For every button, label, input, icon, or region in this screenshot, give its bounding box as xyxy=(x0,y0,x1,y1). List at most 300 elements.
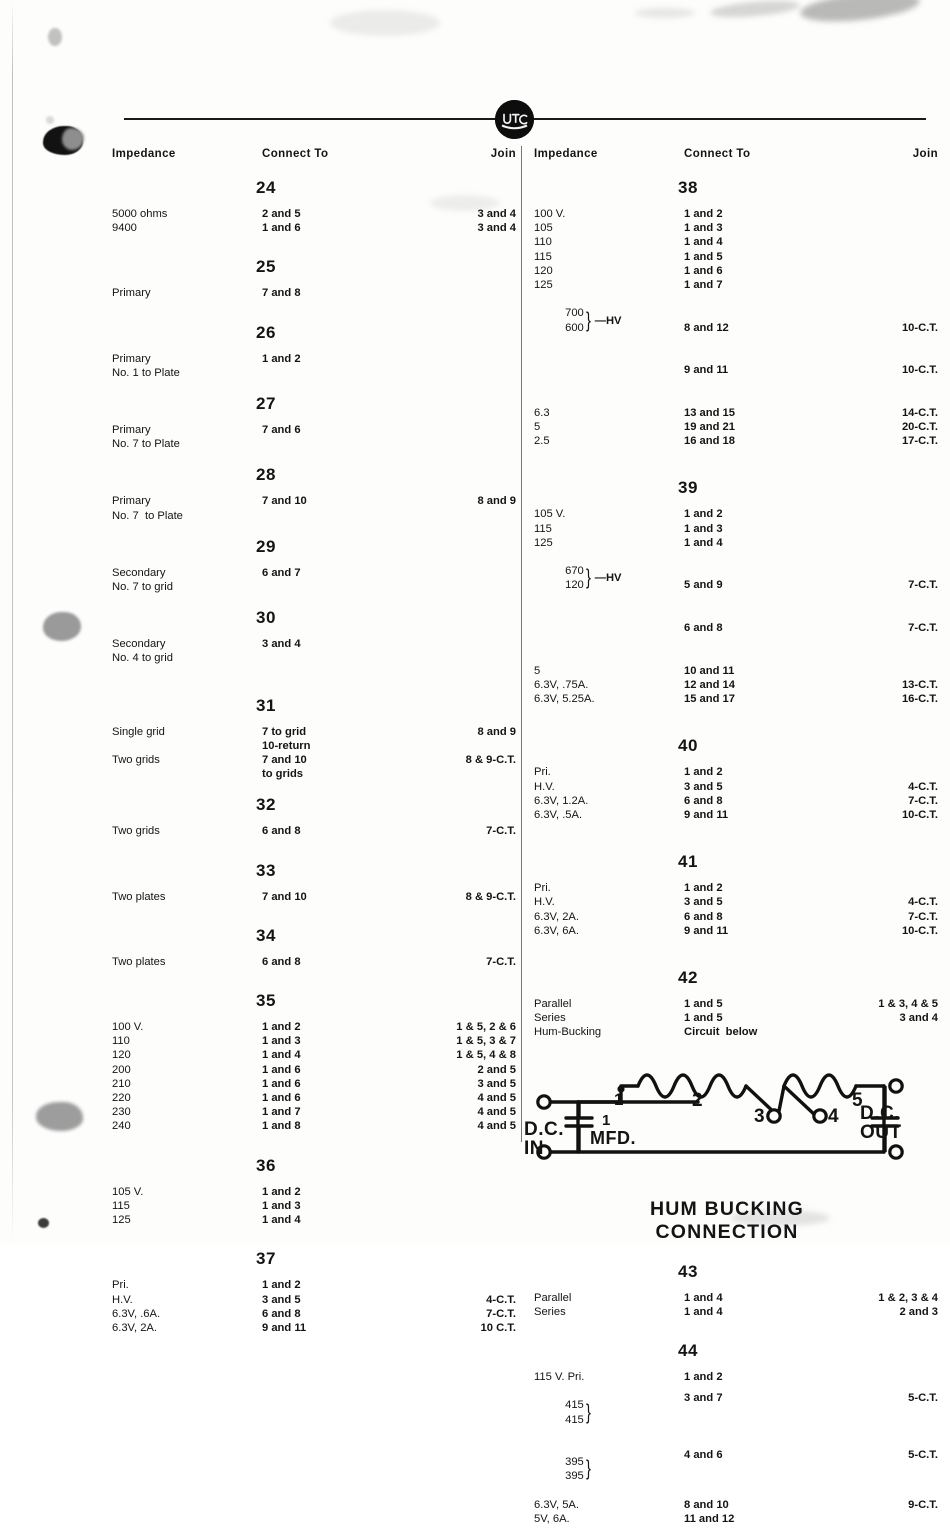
table-row xyxy=(112,352,516,366)
table-row xyxy=(534,895,938,909)
cell-connect-to: to grids xyxy=(262,768,304,781)
section-37 xyxy=(112,1249,516,1335)
cell-connect-to: 1 and 5 xyxy=(684,997,723,1010)
table-row xyxy=(534,1512,938,1526)
table-row xyxy=(112,725,516,739)
cell-connect-to: 1 and 2 xyxy=(684,208,723,220)
cell-join xyxy=(832,881,938,895)
cell-join: 2 and 5 xyxy=(477,1063,516,1076)
cell-join xyxy=(832,664,938,678)
table-row xyxy=(112,366,516,380)
cell-join: 7-C.T. xyxy=(908,794,938,807)
table-row xyxy=(534,1370,938,1384)
cell-impedance: Two plates xyxy=(112,955,166,968)
cell-connect-to-group xyxy=(684,292,832,406)
table-row xyxy=(534,1384,938,1441)
cell-impedance: 120 xyxy=(534,264,553,277)
cell-join: 13-C.T. xyxy=(901,678,938,691)
table-row xyxy=(534,264,938,278)
table-row xyxy=(112,1105,516,1119)
scan-smudge xyxy=(330,10,440,36)
label-dc-out-2: OUT xyxy=(860,1121,902,1143)
cell-join xyxy=(832,1025,938,1039)
table-row xyxy=(112,1293,516,1307)
cell-impedance: Pri. xyxy=(112,1279,129,1292)
cell-connect-to xyxy=(262,651,410,665)
cell-join: 2 and 3 xyxy=(899,1305,938,1318)
cell-join xyxy=(410,1278,516,1292)
cell-connect-to: 8 and 10 xyxy=(684,1498,729,1511)
scan-smudge xyxy=(48,28,62,46)
section-44 xyxy=(534,1341,938,1526)
section-38 xyxy=(534,178,938,448)
cell-impedance: Series xyxy=(534,1012,566,1025)
cell-connect-to: 1 and 7 xyxy=(262,1106,301,1119)
section-number: 39 xyxy=(678,478,698,498)
cell-connect-to: 1 and 3 xyxy=(262,1035,301,1048)
table-row xyxy=(534,250,938,264)
cell-connect-to: 6 and 8 xyxy=(262,955,301,968)
cell-connect-to: Circuit below xyxy=(684,1026,758,1039)
section-number: 35 xyxy=(256,991,276,1011)
cell-join: 7-C.T. xyxy=(486,955,516,968)
circuit-caption-line1: HUM BUCKING xyxy=(649,1197,805,1220)
cell-connect-to: 10 and 11 xyxy=(684,664,735,677)
cell-join: 1 & 2, 3 & 4 xyxy=(878,1291,938,1304)
label-dc-in: D.C. xyxy=(524,1118,564,1140)
table-row xyxy=(112,1199,516,1213)
cell-impedance: 9400 xyxy=(112,222,137,235)
cell-join xyxy=(832,536,938,550)
label-dc-in-2: IN xyxy=(524,1137,544,1159)
section-34 xyxy=(112,926,516,969)
table-row xyxy=(534,1305,938,1319)
section-31 xyxy=(112,696,516,782)
cell-impedance: 6.3V, .5A. xyxy=(534,808,583,821)
cell-join xyxy=(410,286,516,300)
cell-connect-to: 1 and 7 xyxy=(684,279,723,292)
section-29 xyxy=(112,537,516,594)
column-divider xyxy=(521,146,522,1142)
cell-connect-to: 1 and 2 xyxy=(684,766,723,779)
section-number: 34 xyxy=(256,925,276,945)
section-number: 25 xyxy=(256,257,276,277)
table-row xyxy=(534,664,938,678)
cell-impedance: Two grids xyxy=(112,825,160,838)
cell-connect-to: 1 and 5 xyxy=(684,1012,723,1025)
cell-join: 3 and 4 xyxy=(477,208,516,220)
binder-hole-mark xyxy=(43,126,83,155)
cell-impedance: Series xyxy=(534,1305,566,1318)
table-row xyxy=(112,767,516,781)
cell-impedance: 240 xyxy=(112,1120,131,1133)
cell-connect-to: 7 and 8 xyxy=(262,287,301,300)
table-row xyxy=(112,739,516,753)
cell-impedance: 200 xyxy=(112,1063,131,1076)
cell-impedance: Primary xyxy=(112,495,151,508)
terminal-label-1: 1 xyxy=(614,1089,624,1109)
cell-impedance: 6.3V, 2A. xyxy=(534,910,579,923)
cell-connect-to: 3 and 5 xyxy=(684,896,723,909)
cell-join: 10-C.T. xyxy=(901,321,938,334)
cell-impedance: No. 7 to Plate xyxy=(112,509,183,522)
cell-connect-to: 3 and 5 xyxy=(262,1293,301,1306)
cell-join: 8 and 9 xyxy=(477,495,516,508)
cell-connect-to: 6 and 8 xyxy=(684,794,723,807)
cell-connect-to: 7 and 10 xyxy=(262,495,307,508)
scan-smudge xyxy=(799,0,921,26)
table-row xyxy=(112,1307,516,1321)
table-row xyxy=(534,692,938,706)
cell-impedance: Parallel xyxy=(534,997,572,1010)
cell-impedance: Two plates xyxy=(112,890,166,903)
cell-connect-to: 7 and 6 xyxy=(262,424,301,437)
cell-join: 8 & 9-C.T. xyxy=(465,890,516,903)
table-row xyxy=(534,550,938,664)
table-row xyxy=(112,637,516,651)
cell-impedance: 120 xyxy=(565,579,584,592)
cell-join xyxy=(410,637,516,651)
column-header-left xyxy=(112,148,516,160)
cell-join xyxy=(832,1512,938,1526)
section-number: 40 xyxy=(678,736,698,756)
section-27 xyxy=(112,394,516,451)
cell-join xyxy=(410,437,516,451)
cell-connect-to: 1 and 2 xyxy=(262,1279,301,1292)
cell-impedance: 110 xyxy=(534,236,552,249)
cell-connect-to: 6 and 7 xyxy=(262,566,301,579)
section-43 xyxy=(534,1262,938,1319)
cell-join: 14-C.T. xyxy=(901,406,938,419)
section-33 xyxy=(112,861,516,904)
table-row xyxy=(112,494,516,508)
cell-join: 8 and 9 xyxy=(477,725,516,738)
table-row xyxy=(112,437,516,451)
cell-join: 7-C.T. xyxy=(486,1307,516,1320)
cell-connect-to: 1 and 2 xyxy=(262,352,301,365)
cell-impedance: 670 xyxy=(565,565,584,578)
cell-impedance: 395 xyxy=(565,1456,584,1469)
cell-impedance: 6.3V, 6A. xyxy=(534,924,579,937)
cell-join: 4 and 5 xyxy=(477,1120,516,1133)
scan-smudge xyxy=(635,8,695,18)
cell-impedance: 125 xyxy=(112,1214,131,1227)
cell-join xyxy=(832,1370,938,1384)
cell-connect-to: 5 and 9 xyxy=(684,579,723,592)
cell-impedance: 6.3V, 2A. xyxy=(112,1321,157,1334)
header-connect-to: Connect To xyxy=(262,148,329,160)
table-row xyxy=(112,423,516,437)
section-30 xyxy=(112,608,516,665)
table-row xyxy=(534,522,938,536)
cell-connect-to: 1 and 6 xyxy=(262,222,301,235)
cell-join: 7-C.T. xyxy=(908,579,938,592)
cell-impedance: Two grids xyxy=(112,754,160,767)
cell-connect-to: 1 and 6 xyxy=(262,1063,301,1076)
section-number: 42 xyxy=(678,967,698,987)
cell-connect-to-group xyxy=(684,550,832,664)
utc-logo xyxy=(495,100,534,139)
binder-hole-mark xyxy=(36,1102,83,1131)
cell-join xyxy=(832,235,938,249)
cell-connect-to: 13 and 15 xyxy=(684,406,735,419)
cell-impedance: 5 xyxy=(534,664,541,677)
cell-connect-to: 1 and 2 xyxy=(684,882,723,895)
cell-impedance: 5V, 6A. xyxy=(534,1512,570,1525)
cell-join xyxy=(832,522,938,536)
cell-impedance: 220 xyxy=(112,1092,131,1105)
cell-join: 10-C.T. xyxy=(901,924,938,937)
cell-join: 20-C.T. xyxy=(901,421,938,434)
cell-impedance: 6.3V, .6A. xyxy=(112,1307,161,1320)
cell-impedance: 105 xyxy=(534,222,553,235)
cell-connect-to: 9 and 11 xyxy=(684,808,729,821)
cell-impedance: 6.3V, .75A. xyxy=(534,678,589,691)
cell-impedance: Pri. xyxy=(534,766,551,779)
cell-join: 7-C.T. xyxy=(908,622,938,635)
cell-impedance: No. 4 to grid xyxy=(112,652,173,665)
cell-join: 10-C.T. xyxy=(901,808,938,821)
cell-connect-to: 1 and 2 xyxy=(684,508,723,521)
table-row xyxy=(112,1278,516,1292)
cell-impedance: 115 xyxy=(534,522,552,535)
cell-impedance: 230 xyxy=(112,1106,131,1119)
cell-join xyxy=(410,509,516,523)
brace-icon: } xyxy=(585,1400,591,1424)
cell-impedance xyxy=(112,767,262,781)
cell-join xyxy=(832,250,938,264)
section-24 xyxy=(112,178,516,235)
cell-impedance: H.V. xyxy=(534,780,555,793)
cell-connect-to: 7 and 10 xyxy=(262,890,307,903)
brace-icon: } xyxy=(585,1457,591,1481)
cell-connect-to: 12 and 14 xyxy=(684,678,735,691)
table-row xyxy=(534,207,938,221)
cell-impedance: Pri. xyxy=(534,882,551,895)
cell-join: 4-C.T. xyxy=(486,1293,516,1306)
header-join: Join xyxy=(490,148,516,160)
cell-connect-to: 19 and 21 xyxy=(684,421,735,434)
cell-impedance: 395 xyxy=(565,1470,584,1483)
cell-impedance-braced xyxy=(534,292,684,406)
section-40 xyxy=(534,736,938,822)
cell-join-group xyxy=(832,292,938,406)
cell-join: 3 and 5 xyxy=(477,1077,516,1090)
table-row xyxy=(534,420,938,434)
cell-join: 1 & 5, 3 & 7 xyxy=(456,1035,516,1048)
cell-impedance: Secondary xyxy=(112,638,166,651)
scan-smudge xyxy=(46,116,54,124)
table-row xyxy=(112,753,516,767)
table-row xyxy=(534,924,938,938)
cell-connect-to: 9 and 11 xyxy=(262,1321,307,1334)
header-impedance: Impedance xyxy=(112,148,176,160)
cell-connect-to: 1 and 5 xyxy=(684,250,723,263)
cell-impedance-braced xyxy=(534,550,684,664)
brace-icon: } xyxy=(585,566,591,590)
cell-impedance: 6.3V, 5.25A. xyxy=(534,693,595,706)
cell-connect-to xyxy=(262,580,410,594)
cell-connect-to xyxy=(262,509,410,523)
cell-join: 9-C.T. xyxy=(908,1498,938,1511)
cell-connect-to: 1 and 4 xyxy=(684,1291,723,1304)
cell-connect-to: 1 and 6 xyxy=(262,1077,301,1090)
section-42 xyxy=(534,968,938,1040)
table-row xyxy=(112,1321,516,1335)
cell-connect-to: 1 and 2 xyxy=(262,1021,301,1034)
cell-connect-to: 6 and 8 xyxy=(262,1307,301,1320)
cell-connect-to: 1 and 3 xyxy=(684,522,723,535)
cell-join: 8 & 9-C.T. xyxy=(465,754,516,767)
cell-join: 5-C.T. xyxy=(908,1448,938,1461)
cell-impedance: H.V. xyxy=(112,1293,133,1306)
terminal-label-5: 5 xyxy=(852,1089,863,1111)
table-row xyxy=(534,278,938,292)
ink-speck xyxy=(38,1218,49,1228)
cell-connect-to: 1 and 4 xyxy=(262,1049,301,1062)
section-number: 26 xyxy=(256,322,276,342)
cell-impedance: No. 7 to grid xyxy=(112,581,173,594)
table-row xyxy=(112,286,516,300)
table-row xyxy=(534,1025,938,1039)
table-row xyxy=(112,890,516,904)
cell-impedance: 105 V. xyxy=(534,508,566,521)
table-row xyxy=(112,566,516,580)
cell-connect-to: 3 and 4 xyxy=(262,638,301,651)
table-row xyxy=(112,1185,516,1199)
cell-join xyxy=(832,207,938,221)
brace-label: —HV xyxy=(594,572,622,585)
table-row xyxy=(534,221,938,235)
brace-icon: } xyxy=(585,308,591,332)
cell-join xyxy=(410,366,516,380)
cell-connect-to: 4 and 6 xyxy=(684,1448,723,1461)
cell-impedance: 115 xyxy=(534,250,552,263)
table-row xyxy=(534,1498,938,1512)
cell-impedance: No. 7 to Plate xyxy=(112,438,180,451)
cell-connect-to: 9 and 11 xyxy=(684,924,729,937)
cell-impedance: 6.3V, 1.2A. xyxy=(534,794,589,807)
cell-connect-to: 6 and 8 xyxy=(684,910,723,923)
table-row xyxy=(112,1020,516,1034)
section-number: 24 xyxy=(256,178,276,197)
cell-connect-to: 9 and 11 xyxy=(684,364,729,377)
section-number: 36 xyxy=(256,1155,276,1175)
right-column xyxy=(524,148,938,1530)
cell-impedance: 415 xyxy=(565,1399,584,1412)
section-number: 32 xyxy=(256,795,276,815)
cell-join xyxy=(410,1185,516,1199)
label-dc-out: D.C. xyxy=(860,1102,900,1124)
table-row xyxy=(534,1011,938,1025)
cell-connect-to: 1 and 2 xyxy=(684,1370,723,1383)
cell-join xyxy=(410,739,516,753)
cell-connect-to: 1 and 3 xyxy=(684,222,723,235)
cell-connect-to: 11 and 12 xyxy=(684,1512,735,1525)
cell-connect-to: 16 and 18 xyxy=(684,435,735,448)
section-28 xyxy=(112,465,516,522)
cell-connect-to: 1 and 8 xyxy=(262,1120,301,1133)
section-number: 37 xyxy=(256,1249,276,1269)
cell-join: 1 & 5, 2 & 6 xyxy=(456,1021,516,1034)
cell-impedance: 125 xyxy=(534,536,553,549)
terminal-label-3: 3 xyxy=(754,1105,765,1127)
cell-impedance: 5000 ohms xyxy=(112,208,168,220)
cell-connect-to: 10-return xyxy=(262,739,311,752)
cell-impedance: 115 V. Pri. xyxy=(534,1370,585,1383)
cell-impedance: Primary xyxy=(112,424,151,437)
section-number: 27 xyxy=(256,394,276,414)
table-row xyxy=(534,780,938,794)
section-number: 41 xyxy=(678,852,698,872)
cell-join: 1 & 3, 4 & 5 xyxy=(878,997,938,1010)
cell-join: 1 & 5, 4 & 8 xyxy=(456,1049,516,1062)
table-row xyxy=(112,509,516,523)
cell-join xyxy=(410,1199,516,1213)
cell-join xyxy=(410,651,516,665)
cell-join xyxy=(410,352,516,366)
capacitor-unit: MFD. xyxy=(590,1127,636,1148)
table-row xyxy=(534,292,938,406)
cell-join xyxy=(410,767,516,781)
table-row xyxy=(112,207,516,221)
cell-impedance: Parallel xyxy=(534,1291,572,1304)
cell-join: 3 and 4 xyxy=(477,222,516,235)
section-number: 44 xyxy=(678,1340,698,1360)
section-41 xyxy=(534,852,938,938)
cell-join xyxy=(410,580,516,594)
cell-connect-to: 3 and 7 xyxy=(684,1392,723,1405)
cell-connect-to: 1 and 4 xyxy=(684,1305,723,1318)
table-row xyxy=(112,651,516,665)
table-row xyxy=(534,808,938,822)
cell-join xyxy=(832,221,938,235)
cell-join: 16-C.T. xyxy=(901,693,938,706)
cell-join: 17-C.T. xyxy=(901,435,938,448)
table-row xyxy=(534,765,938,779)
left-column xyxy=(112,148,516,1339)
cell-impedance: Primary xyxy=(112,287,151,300)
table-row xyxy=(112,1048,516,1062)
cell-impedance: 6.3 xyxy=(534,406,550,419)
cell-join: 7-C.T. xyxy=(486,825,516,838)
table-row xyxy=(112,580,516,594)
cell-join xyxy=(832,264,938,278)
cell-impedance: 120 xyxy=(112,1049,131,1062)
table-row xyxy=(534,794,938,808)
cell-join: 7-C.T. xyxy=(908,910,938,923)
table-row xyxy=(112,1034,516,1048)
cell-impedance: 5 xyxy=(534,421,541,434)
cell-impedance: Primary xyxy=(112,352,151,365)
section-number: 38 xyxy=(678,178,698,197)
cell-connect-to: 1 and 4 xyxy=(684,536,723,549)
cell-join: 4-C.T. xyxy=(908,896,938,909)
cell-join: 3 and 4 xyxy=(899,1012,938,1025)
cell-connect-to: 3 and 5 xyxy=(684,780,723,793)
section-number: 31 xyxy=(256,695,276,715)
cell-join xyxy=(410,566,516,580)
cell-impedance: No. 1 to Plate xyxy=(112,366,180,379)
cell-join xyxy=(832,765,938,779)
column-header-right xyxy=(534,148,938,160)
cell-connect-to: 6 and 8 xyxy=(684,622,723,635)
section-number: 33 xyxy=(256,860,276,880)
cell-connect-to: 1 and 4 xyxy=(262,1214,301,1227)
header-connect-to: Connect To xyxy=(684,148,751,160)
cell-impedance: 6.3V, 5A. xyxy=(534,1498,579,1511)
cell-impedance: 105 V. xyxy=(112,1185,144,1198)
